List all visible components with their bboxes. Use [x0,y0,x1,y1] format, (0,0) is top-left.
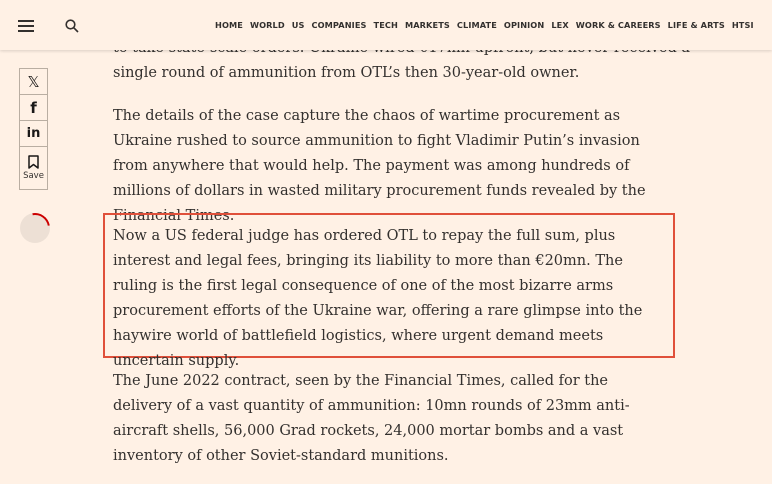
nav-item-us[interactable]: US [291,20,305,30]
article-paragraph-4: The June 2022 contract, seen by the Financial Times, called for the delivery of a vast quantity of ammunition: 10mn rounds of 23mm anti-aircraft shells, 56,000 Grad rockets, 24,000 mortar bombs and a vast inventory of other Soviet-standard munitions. [113,373,630,464]
bookmark-icon [28,155,39,169]
nav-item-climate[interactable]: CLIMATE [456,20,497,30]
nav-item-markets[interactable]: MARKETS [404,20,450,30]
share-toolbar [19,68,48,190]
nav-item-companies[interactable]: COMPANIES [311,20,367,30]
article-paragraph-3-highlighted: Now a US federal judge has ordered OTL to repay the full sum, plus interest and legal fees, bringing its liability to more than €20mn. The ruling is the first legal consequence of one of the most bizarre arms procurement efforts of the Ukraine war, offering a rare glimpse into the haywire world of battlefield logistics, where urgent demand meets uncertain supply. [113,228,643,369]
nav-item-lex[interactable]: LEX [551,20,569,30]
nav-item-opinion[interactable]: OPINION [503,20,545,30]
share-linkedin-button[interactable] [20,121,47,147]
nav-item-life-arts[interactable]: LIFE & ARTS [667,20,725,30]
article-paragraph-1: single round of ammunition from OTL’s then 30-year-old owner. [113,65,580,81]
nav-item-home[interactable]: HOME [215,20,243,30]
loading-spinner-icon [20,213,50,243]
share-x-button[interactable] [20,69,47,95]
facebook-icon: f [30,98,37,117]
share-facebook-button[interactable] [20,95,47,121]
nav-item-tech[interactable]: TECH [373,20,398,30]
article-paragraph-2: The details of the case capture the chaos of wartime procurement as Ukraine rushed to source ammunition to fight Vladimir Putin’s invasion from anywhere that would help. The payment was among hundreds of millions of dollars in wasted military procurement funds revealed by the Financial Times. [113,108,646,224]
hamburger-menu-icon[interactable] [18,20,34,32]
save-label: Save [23,171,44,181]
main-nav [215,20,754,30]
top-navigation-bar [0,0,772,50]
x-icon: 𝕏 [27,72,40,91]
save-button[interactable] [20,147,47,189]
nav-item-world[interactable]: WORLD [249,20,285,30]
nav-item-htsi[interactable]: HTSI [731,20,754,30]
linkedin-icon: in [26,126,41,141]
nav-item-work-careers[interactable]: WORK & CAREERS [575,20,661,30]
search-icon[interactable] [65,19,79,33]
